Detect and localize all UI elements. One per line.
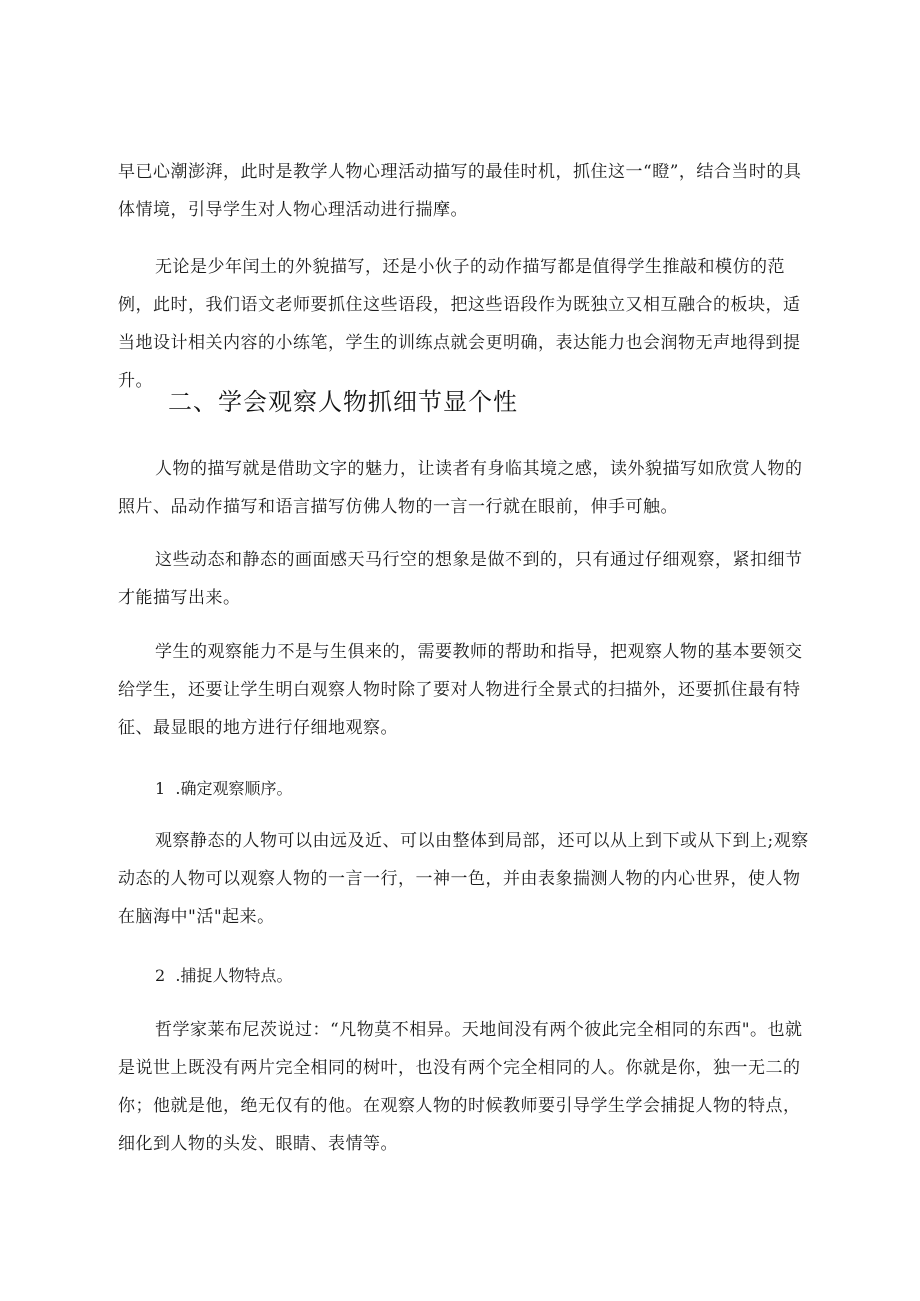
list-item-capture-traits: 2 .捕捉人物特点。 xyxy=(155,966,293,985)
paragraph-observation-order: 观察静态的人物可以由远及近、可以由整体到局部，还可以从上到下或从下到上;观察动态的人物可以观察人物的一言一行，一神一色，并由表象揣测人物的内心世界，使人物在脑海中"活"起来。 xyxy=(118,831,809,927)
paragraph-teacher-guidance: 学生的观察能力不是与生俱来的，需要教师的帮助和指导，把观察人物的基本要领交给学生，还要让学生明白观察人物时除了要对人物进行全景式的扫描外，还要抓住最有特征、最显眼的地方进行仔细地观察。 xyxy=(118,642,803,738)
list-item-observation-order: 1 .确定观察顺序。 xyxy=(155,779,293,798)
paragraph-description-charm: 人物的描写就是借助文字的魅力，让读者有身临其境之感，读外貌描写如欣赏人物的照片、品动作描写和语言描写仿佛人物的一言一行就在眼前，伸手可触。 xyxy=(118,459,803,517)
paragraph-psychology-moment: 早已心潮澎湃，此时是教学人物心理活动描写的最佳时机，抓住这一“瞪”，结合当时的具体情境，引导学生对人物心理活动进行揣摩。 xyxy=(118,162,802,220)
section-heading: 二、学会观察人物抓细节显个性 xyxy=(168,388,518,416)
paragraph-leibniz-quote: 哲学家莱布尼茨说过：“凡物莫不相异。天地间没有两个彼此完全相同的东西"。也就是说世上既没有两片完全相同的树叶，也没有两个完全相同的人。你就是你，独一无二的你；他就是他，绝无仅有的他。在观察人物的时候教师要引导学生学会捕捉人物的特点，细化到人物的头发、眼睛、表情等。 xyxy=(118,1020,803,1154)
paragraph-observation-needed: 这些动态和静态的画面感天马行空的想象是做不到的，只有通过仔细观察，紧扣细节才能描写出来。 xyxy=(118,550,803,608)
paragraph-writing-examples: 无论是少年闰土的外貌描写，还是小伙子的动作描写都是值得学生推敲和模仿的范例，此时，我们语文老师要抓住这些语段，把这些语段作为既独立又相互融合的板块，适当地设计相关内容的小练笔，学生的训练点就会更明确，表达能力也会润物无声地得到提升。 xyxy=(118,257,801,391)
